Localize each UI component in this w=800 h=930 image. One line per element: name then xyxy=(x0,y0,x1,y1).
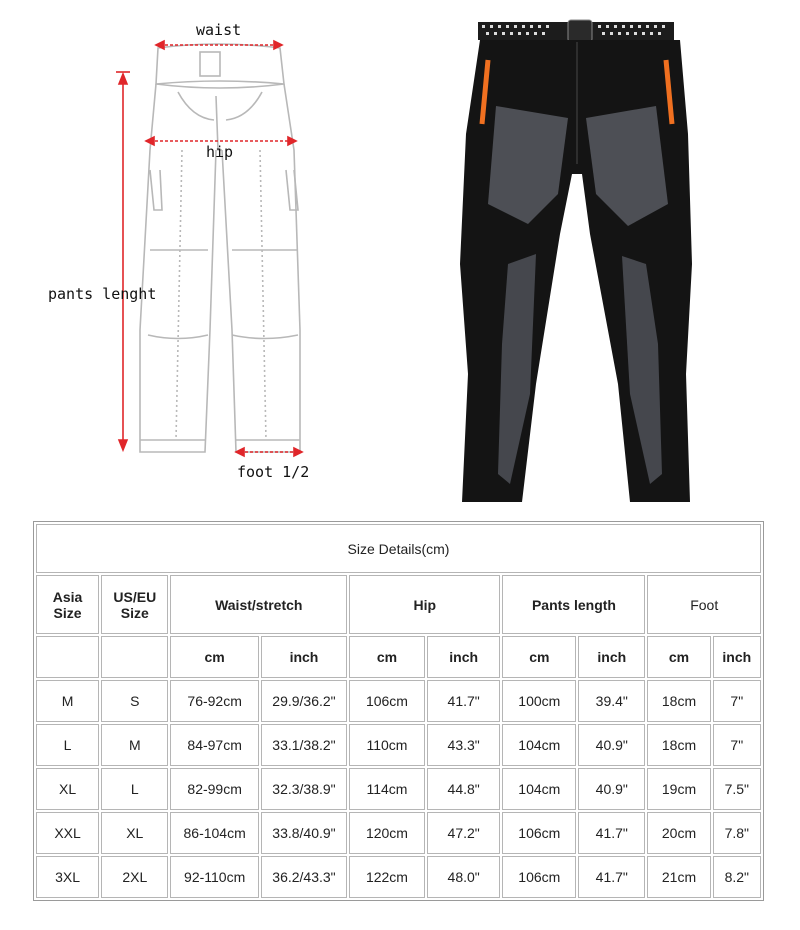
table-row xyxy=(36,768,761,810)
unit-header: cm xyxy=(647,636,710,678)
table-cell: 2XL xyxy=(101,856,168,898)
table-cell: 43.3" xyxy=(427,724,501,766)
table-cell: 120cm xyxy=(349,812,425,854)
table-cell: 33.1/38.2" xyxy=(261,724,347,766)
table-cell: 41.7" xyxy=(578,856,645,898)
table-cell: S xyxy=(101,680,168,722)
table-cell: 106cm xyxy=(349,680,425,722)
table-cell: 7" xyxy=(713,680,761,722)
table-cell: 3XL xyxy=(36,856,99,898)
unit-cell-empty xyxy=(36,636,99,678)
pants-length-label: pants lenght xyxy=(48,285,157,303)
softshell-pants-image xyxy=(440,14,720,504)
unit-header: inch xyxy=(261,636,347,678)
table-cell: 114cm xyxy=(349,768,425,810)
table-cell: 32.3/38.9" xyxy=(261,768,347,810)
header-waist: Waist/stretch xyxy=(170,575,347,634)
table-cell: XXL xyxy=(36,812,99,854)
table-cell: 86-104cm xyxy=(170,812,258,854)
table-cell: 7.5" xyxy=(713,768,761,810)
table-cell: 36.2/43.3" xyxy=(261,856,347,898)
table-cell: 40.9" xyxy=(578,724,645,766)
table-row xyxy=(36,812,761,854)
unit-header: inch xyxy=(427,636,501,678)
table-cell: 21cm xyxy=(647,856,710,898)
table-title: Size Details(cm) xyxy=(36,524,761,573)
unit-cell-empty xyxy=(101,636,168,678)
table-cell: 100cm xyxy=(502,680,576,722)
header-asia-size: Asia Size xyxy=(36,575,99,634)
table-cell: 40.9" xyxy=(578,768,645,810)
table-cell: 122cm xyxy=(349,856,425,898)
table-cell: XL xyxy=(101,812,168,854)
table-cell: M xyxy=(36,680,99,722)
table-cell: 41.7" xyxy=(578,812,645,854)
table-cell: 39.4" xyxy=(578,680,645,722)
pants-outline-drawing xyxy=(0,0,420,500)
table-cell: 106cm xyxy=(502,812,576,854)
table-cell: 84-97cm xyxy=(170,724,258,766)
table-cell: 41.7" xyxy=(427,680,501,722)
hip-label: hip xyxy=(206,143,234,161)
table-cell: 33.8/40.9" xyxy=(261,812,347,854)
product-photo xyxy=(440,14,720,504)
unit-header: cm xyxy=(349,636,425,678)
table-cell: L xyxy=(36,724,99,766)
table-cell: 82-99cm xyxy=(170,768,258,810)
table-row xyxy=(36,856,761,898)
table-cell: XL xyxy=(36,768,99,810)
header-us-eu-size: US/EU Size xyxy=(101,575,168,634)
unit-header: cm xyxy=(170,636,258,678)
table-cell: 106cm xyxy=(502,856,576,898)
table-cell: 104cm xyxy=(502,768,576,810)
table-cell: 48.0" xyxy=(427,856,501,898)
table-cell: 44.8" xyxy=(427,768,501,810)
table-cell: 7" xyxy=(713,724,761,766)
table-cell: M xyxy=(101,724,168,766)
table-cell: 7.8" xyxy=(713,812,761,854)
unit-header: cm xyxy=(502,636,576,678)
table-cell: 47.2" xyxy=(427,812,501,854)
table-row xyxy=(36,724,761,766)
table-row xyxy=(36,680,761,722)
table-cell: 20cm xyxy=(647,812,710,854)
pants-size-diagram xyxy=(0,0,420,500)
size-details-table xyxy=(33,521,764,901)
table-cell: L xyxy=(101,768,168,810)
header-foot: Foot xyxy=(647,575,761,634)
table-cell: 110cm xyxy=(349,724,425,766)
header-pants-length: Pants length xyxy=(502,575,645,634)
waist-label: waist xyxy=(196,21,242,39)
table-cell: 104cm xyxy=(502,724,576,766)
table-cell: 18cm xyxy=(647,680,710,722)
foot-label: foot 1/2 xyxy=(237,463,310,481)
table-cell: 92-110cm xyxy=(170,856,258,898)
unit-header: inch xyxy=(578,636,645,678)
unit-row xyxy=(36,636,761,678)
table-cell: 19cm xyxy=(647,768,710,810)
unit-header: inch xyxy=(713,636,761,678)
table-cell: 76-92cm xyxy=(170,680,258,722)
table-cell: 8.2" xyxy=(713,856,761,898)
table-cell: 18cm xyxy=(647,724,710,766)
header-hip: Hip xyxy=(349,575,500,634)
table-cell: 29.9/36.2" xyxy=(261,680,347,722)
